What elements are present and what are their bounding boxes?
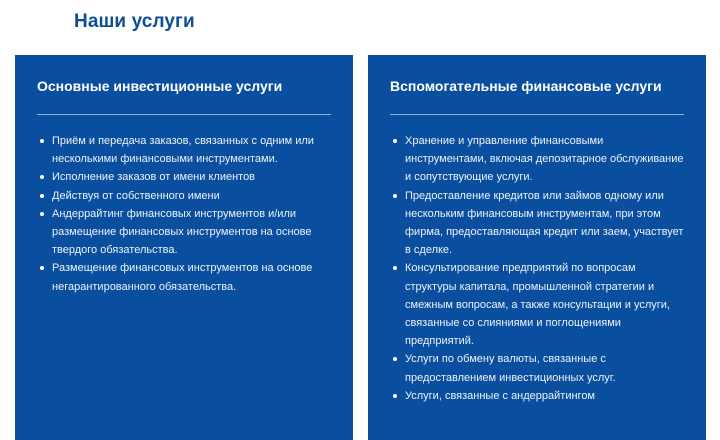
card-core-investment-services — [15, 55, 353, 440]
services-list — [390, 132, 684, 405]
card-title: Основные инвестиционные услуги — [37, 78, 283, 94]
list-item: Действуя от собственного имени — [37, 187, 331, 205]
list-item: Консультирование предприятий по вопросам структуры капитала, промышленной стратегии и смежным вопросам, а также консультации и услуги, связанные со слияниями и поглощениями предприятий. — [390, 259, 684, 350]
list-item: Услуги по обмену валюты, связанные с предоставлением инвестиционных услуг. — [390, 350, 684, 386]
services-list — [37, 132, 331, 296]
card-ancillary-financial-services — [368, 55, 706, 440]
list-item: Предоставление кредитов или займов одному или нескольким финансовым инструментам, при этом фирма, предоставляющая кредит или заем, участвует в сделке. — [390, 187, 684, 260]
list-item: Размещение финансовых инструментов на основе негарантированного обязательства. — [37, 259, 331, 295]
card-divider — [390, 114, 684, 115]
list-item: Андеррайтинг финансовых инструментов и/или размещение финансовых инструментов на основе твердого обязательства. — [37, 205, 331, 260]
list-item: Хранение и управление финансовыми инструментами, включая депозитарное обслуживание и сопутствующие услуги. — [390, 132, 684, 187]
list-item: Исполнение заказов от имени клиентов — [37, 168, 331, 186]
list-item: Услуги, связанные с андеррайтингом — [390, 387, 684, 405]
card-divider — [37, 114, 331, 115]
card-title: Вспомогательные финансовые услуги — [390, 78, 662, 94]
list-item: Приём и передача заказов, связанных с одним или несколькими финансовыми инструментами. — [37, 132, 331, 168]
page-title: Наши услуги — [74, 11, 195, 32]
